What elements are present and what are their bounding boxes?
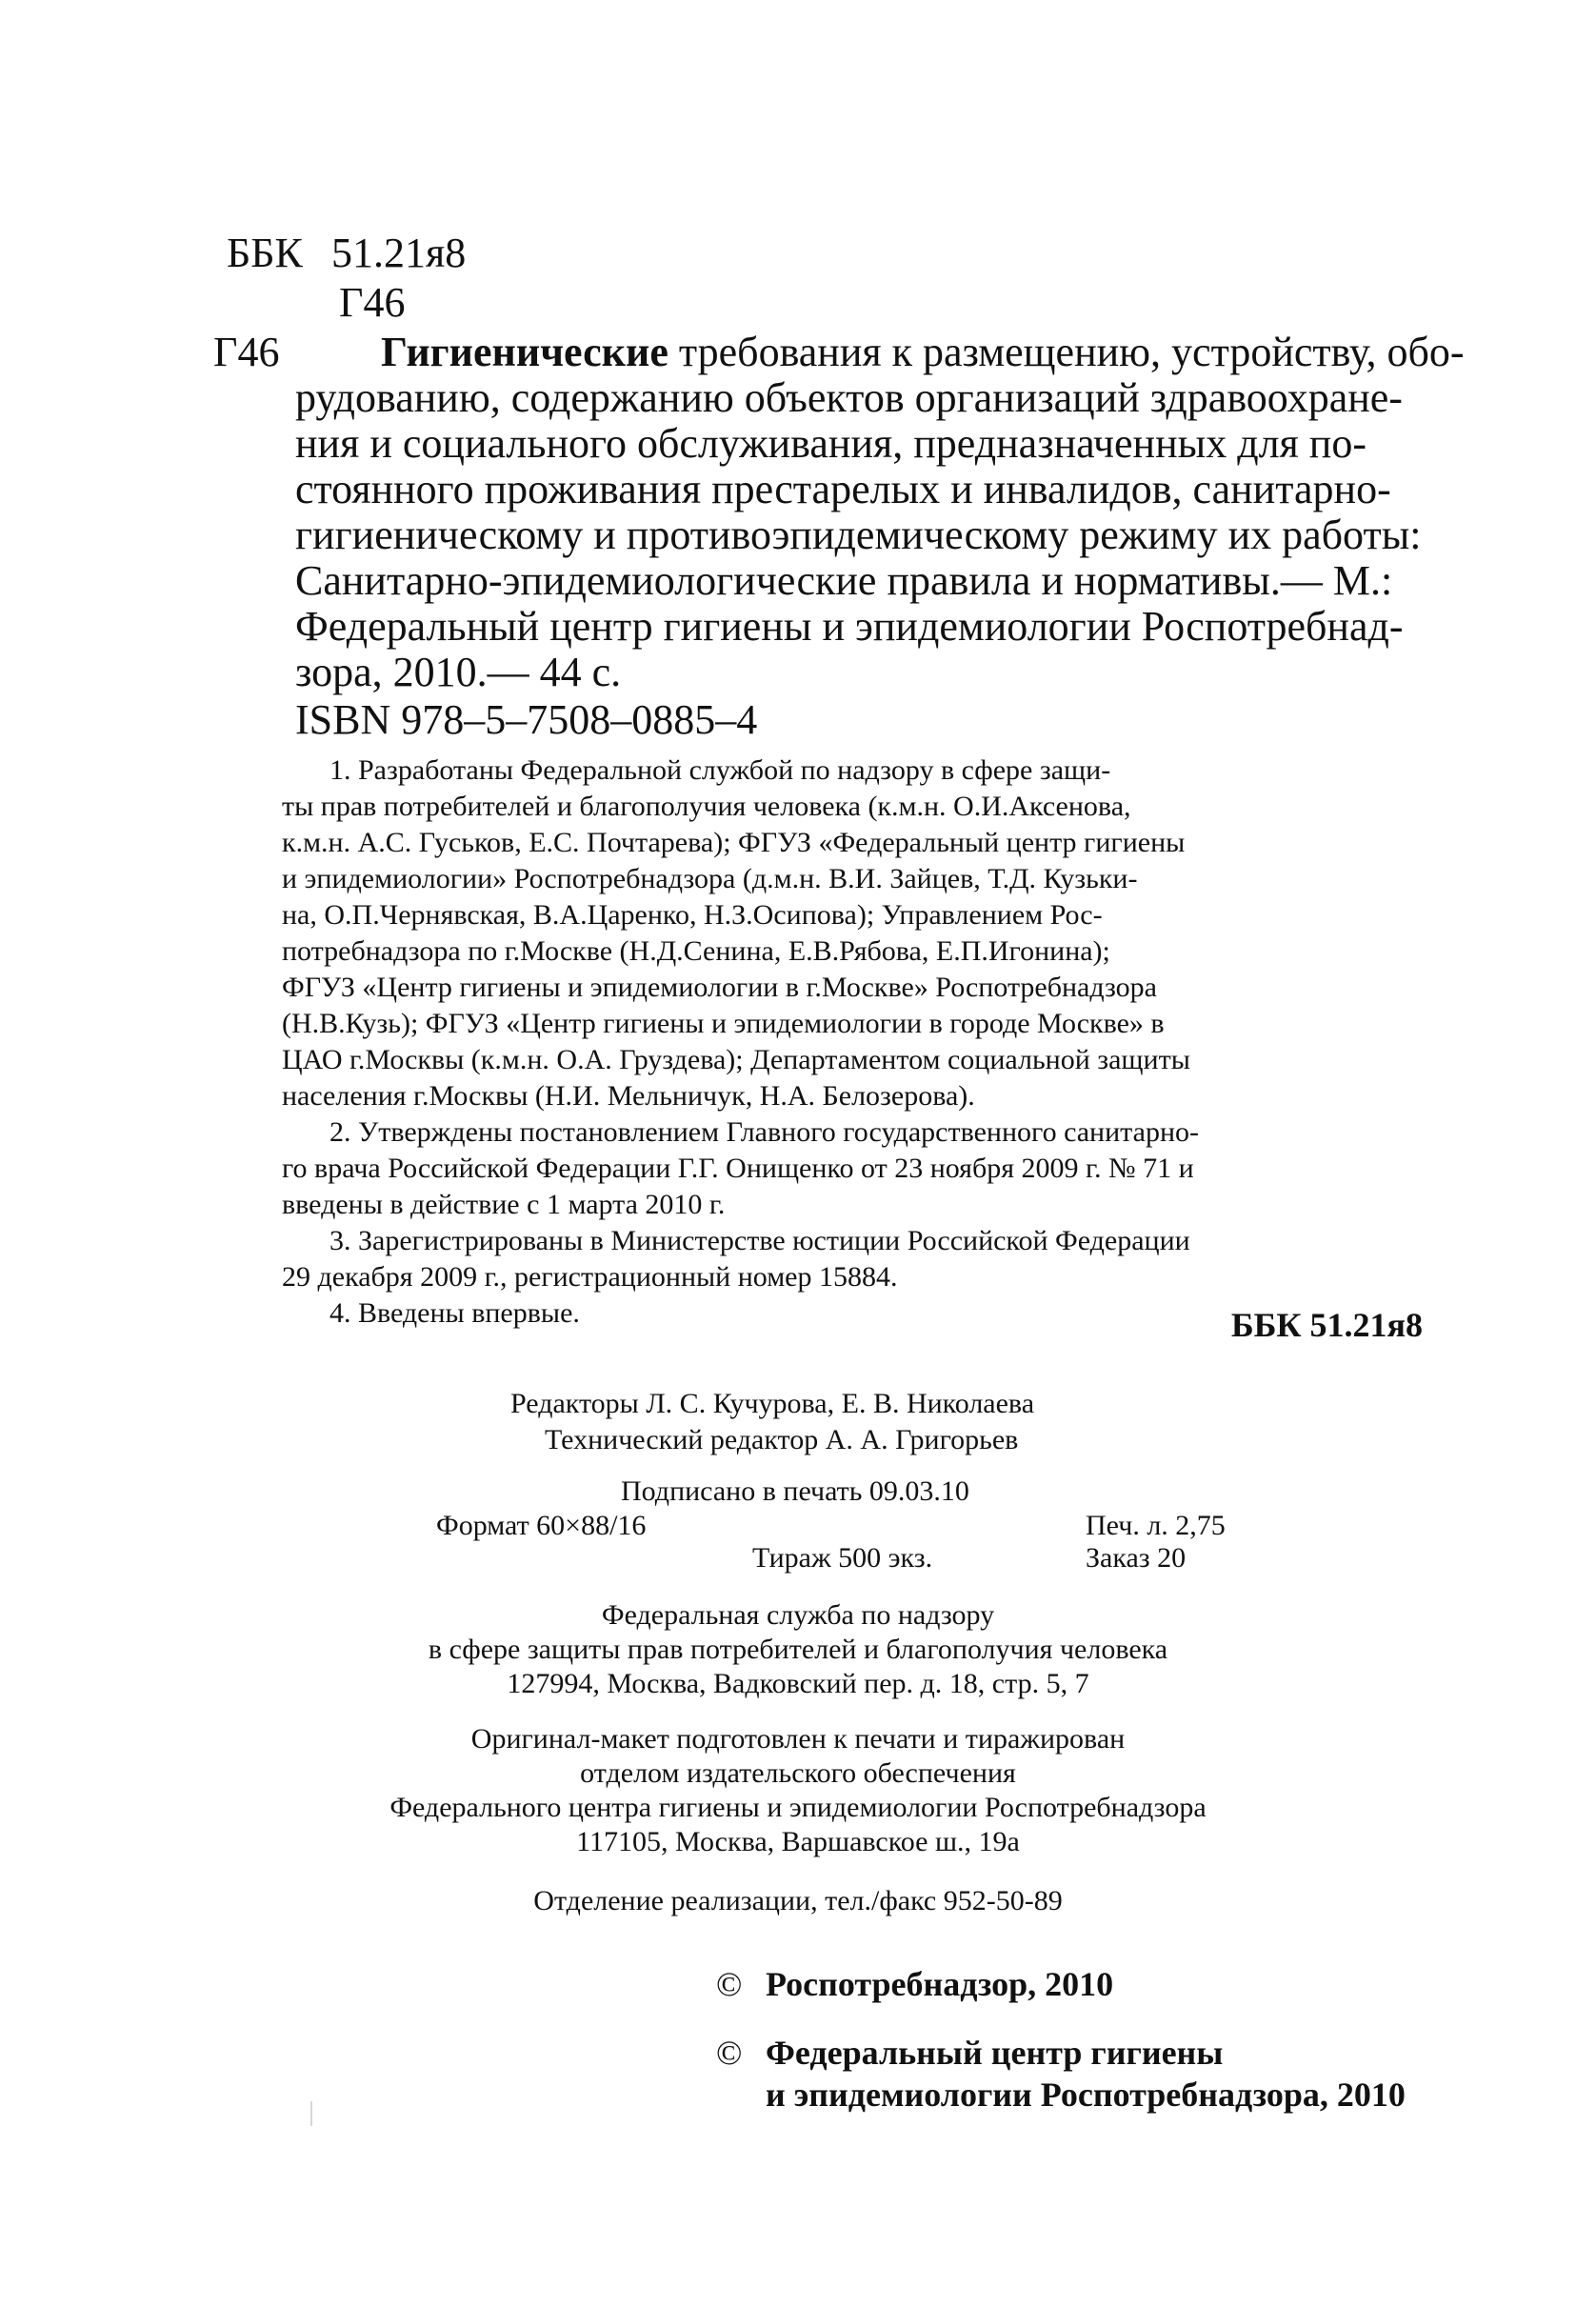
- editors: Редакторы Л. С. Кучурова, Е. В. Николаева: [510, 1388, 1035, 1419]
- entry-title-bold: Гигиенические: [381, 329, 668, 375]
- note-1-line-7: ФГУЗ «Центр гигиены и эпидемиологии в г.Москве» Роспотребнадзора: [282, 972, 1157, 1003]
- note-2-line-1: 2. Утверждены постановлением Главного государственного санитарно-: [329, 1116, 1200, 1148]
- signed-for-print: Подписано в печать 09.03.10: [621, 1475, 969, 1507]
- note-1-line-8: (Н.В.Кузь); ФГУЗ «Центр гигиены и эпидемиологии в городе Москве» в: [282, 1008, 1165, 1039]
- entry-line-6: Санитарно-эпидемиологические правила и нормативы.— М.:: [295, 557, 1393, 604]
- copyright-1-text: Роспотребнадзор, 2010: [766, 1965, 1114, 2003]
- note-1-line-4: и эпидемиологии» Роспотребнадзора (д.м.н. В.И. Зайцев, Т.Д. Кузьки-: [282, 863, 1138, 894]
- entry-code: Г46: [213, 329, 280, 375]
- sales-department: Отделение реализации, тел./факс 952-50-89: [533, 1885, 1063, 1916]
- copyright-icon: ©: [716, 1965, 743, 2003]
- publisher-address: 127994, Москва, Вадковский пер. д. 18, стр. 5, 7: [507, 1668, 1089, 1699]
- bbk-classification-bold: ББК 51.21я8: [1230, 1306, 1423, 1344]
- publisher-line-1: Федеральная служба по надзору: [601, 1599, 995, 1631]
- author-sign: Г46: [339, 279, 406, 326]
- entry-line-8: зора, 2010.— 44 с.: [295, 649, 622, 695]
- note-3-line-1: 3. Зарегистрированы в Министерстве юстиции Российской Федерации: [329, 1225, 1190, 1256]
- entry-line-4: стоянного проживания престарелых и инвалидов, санитарно-: [295, 466, 1391, 512]
- bbk-classification: [227, 229, 466, 278]
- copyright-1: [716, 1964, 1113, 2004]
- entry-line-2: рудованию, содержанию объектов организаций здравоохране-: [295, 374, 1403, 421]
- entry-line-3: ния и социального обслуживания, предназначенных для по-: [295, 420, 1367, 467]
- note-1-line-6: потребнадзора по г.Москве (Н.Д.Сенина, Е.В.Рябова, Е.П.Игонина);: [282, 935, 1110, 967]
- note-1-line-5: на, О.П.Чернявская, В.А.Царенко, Н.З.Осипова); Управлением Рос-: [282, 899, 1103, 931]
- layout-line-3: Федерального центра гигиены и эпидемиологии Роспотребнадзора: [389, 1792, 1207, 1823]
- note-3-line-2: 29 декабря 2009 г., регистрационный номер 15884.: [282, 1261, 898, 1293]
- note-1-line-2: ты прав потребителей и благополучия человека (к.м.н. О.И.Аксенова,: [282, 791, 1131, 822]
- note-1-line-3: к.м.н. А.С. Гуськов, Е.С. Почтарева); ФГУЗ «Федеральный центр гигиены: [282, 827, 1186, 858]
- note-1-line-10: населения г.Москвы (Н.И. Мельничук, Н.А. Белозерова).: [282, 1080, 975, 1112]
- copyright-2-line-2: и эпидемиологии Роспотребнадзора, 2010: [766, 2076, 1406, 2114]
- layout-address: 117105, Москва, Варшавское ш., 19а: [576, 1826, 1020, 1857]
- copyright-2-line-1: Федеральный центр гигиены: [766, 2034, 1224, 2072]
- layout-line-1: Оригинал-макет подготовлен к печати и тиражирован: [470, 1723, 1126, 1755]
- bbk-label: ББК: [227, 230, 303, 276]
- publisher-line-2: в сфере защиты прав потребителей и благополучия человека: [428, 1634, 1168, 1665]
- format: Формат 60×88/16: [436, 1510, 647, 1541]
- printed-sheets: Печ. л. 2,75: [1086, 1510, 1226, 1541]
- copyright-icon: ©: [716, 2034, 743, 2072]
- copyright-2: [716, 2033, 1223, 2073]
- scan-artifact: [310, 2101, 312, 2126]
- entry-line-1-text: требования к размещению, устройству, обо-: [678, 329, 1465, 375]
- layout-line-2: отделом издательского обеспечения: [580, 1757, 1016, 1789]
- note-2-line-2: го врача Российской Федерации Г.Г. Онищенко от 23 ноября 2009 г. № 71 и: [282, 1153, 1194, 1184]
- entry-line-5: гигиеническому и противоэпидемическому режиму их работы:: [295, 512, 1422, 558]
- note-1-line-9: ЦАО г.Москвы (к.м.н. О.А. Груздева); Департаментом социальной защиты: [282, 1044, 1190, 1075]
- note-4: 4. Введены впервые.: [329, 1297, 580, 1329]
- entry-line-1: [381, 330, 1465, 374]
- technical-editor: Технический редактор А. А. Григорьев: [545, 1424, 1019, 1455]
- bbk-code: 51.21я8: [331, 230, 467, 276]
- isbn: ISBN 978–5–7508–0885–4: [295, 696, 758, 743]
- entry-line-7: Федеральный центр гигиены и эпидемиологии Роспотребнад-: [295, 603, 1404, 650]
- order-number: Заказ 20: [1086, 1542, 1187, 1574]
- print-run: Тираж 500 экз.: [752, 1542, 933, 1574]
- note-2-line-3: введены в действие с 1 марта 2010 г.: [282, 1189, 726, 1220]
- note-1-line-1: 1. Разработаны Федеральной службой по надзору в сфере защи-: [329, 754, 1111, 786]
